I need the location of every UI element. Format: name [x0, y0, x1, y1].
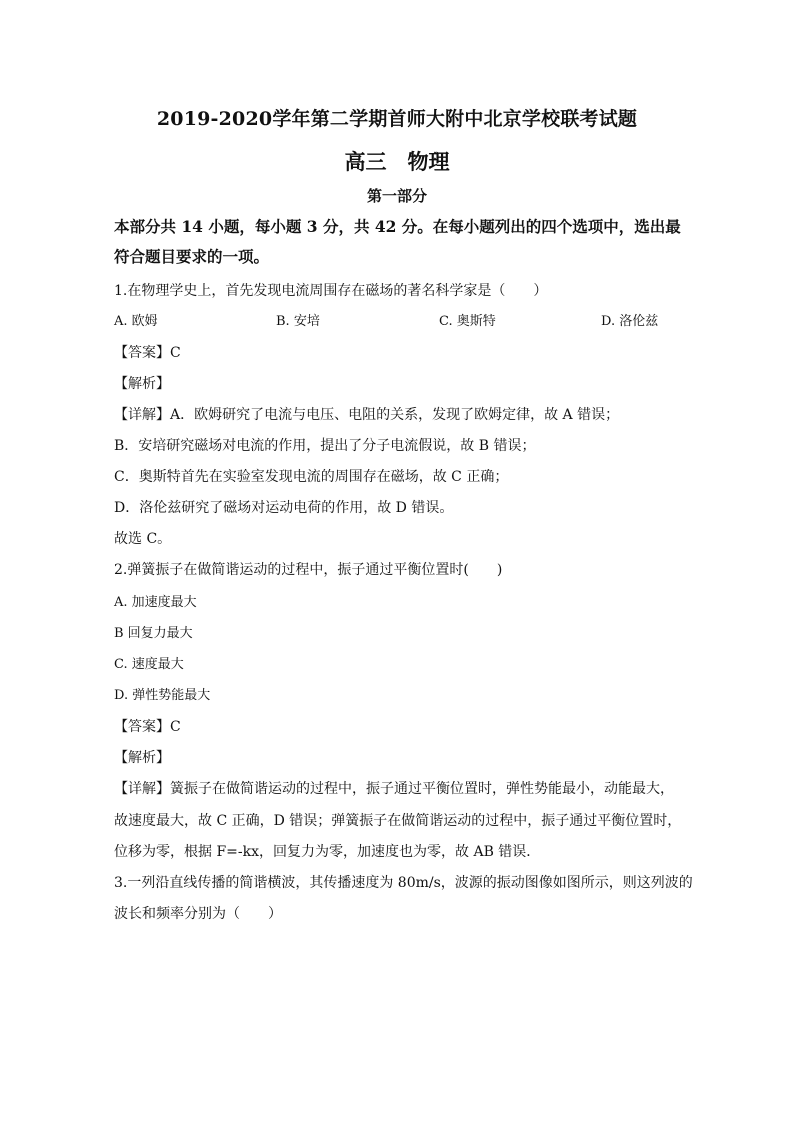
document-subtitle: 高三 物理 — [344, 149, 450, 174]
question-1-option-d: D. 洛伦兹 — [601, 314, 659, 329]
question-1-detail-line: C．奥斯特首先在实验室发现电流的周围存在磁场，故 C 正确； — [114, 469, 509, 485]
question-1-analysis-label: 【解析】 — [114, 376, 170, 392]
question-2-detail-line: 位移为零，根据 F=-kx，回复力为零，加速度也为零，故 AB 错误． — [114, 844, 541, 860]
question-1-option-a: A. 欧姆 — [114, 314, 158, 329]
question-1-detail-line: 【详解】A．欧姆研究了电流与电压、电阻的关系，发现了欧姆定律，故 A 错误； — [114, 407, 620, 423]
question-2-analysis-label: 【解析】 — [114, 750, 170, 766]
question-2-detail-line: 故速度最大，故 C 正确，D 错误；弹簧振子在做简谐运动的过程中，振子通过平衡位置时， — [114, 813, 682, 829]
question-3-stem-line-1: 3.一列沿直线传播的简谐横波，其传播速度为 80m/s，波源的振动图像如图所示，则这列波的 — [114, 875, 693, 891]
question-1-conclusion: 故选 C。 — [114, 531, 172, 547]
instructions-line-2: 符合题目要求的一项。 — [114, 247, 270, 266]
question-2-detail-line: 【详解】簧振子在做简谐运动的过程中，振子通过平衡位置时，弹性势能最小，动能最大， — [114, 781, 674, 797]
document-title: 2019-2020学年第二学期首师大附中北京学校联考试题 — [156, 108, 638, 130]
question-1-answer: 【答案】C — [114, 345, 181, 361]
question-2-stem: 2.弹簧振子在做简谐运动的过程中，振子通过平衡位置时( ) — [114, 562, 503, 578]
question-1-detail-line: B．安培研究磁场对电流的作用，提出了分子电流假说，故 B 错误； — [114, 438, 536, 454]
question-2-option-d: D. 弹性势能最大 — [114, 688, 211, 703]
question-2-option-b: B 回复力最大 — [114, 626, 193, 641]
question-1-detail-line: D．洛伦兹研究了磁场对运动电荷的作用，故 D 错误。 — [114, 500, 454, 516]
question-1-stem: 1.在物理学史上，首先发现电流周围存在磁场的著名科学家是（ ） — [114, 283, 548, 299]
question-1-option-b: B. 安培 — [276, 314, 320, 329]
question-1-option-c: C. 奥斯特 — [439, 314, 496, 329]
question-3-stem-line-2: 波长和频率分别为（ ） — [114, 906, 282, 922]
section-heading: 第一部分 — [366, 187, 427, 205]
question-2-answer: 【答案】C — [114, 719, 181, 735]
instructions-line-1: 本部分共 14 小题，每小题 3 分，共 42 分。在每小题列出的四个选项中，选出最 — [114, 217, 681, 236]
question-2-option-a: A. 加速度最大 — [114, 595, 197, 610]
question-2-option-c: C. 速度最大 — [114, 657, 184, 672]
